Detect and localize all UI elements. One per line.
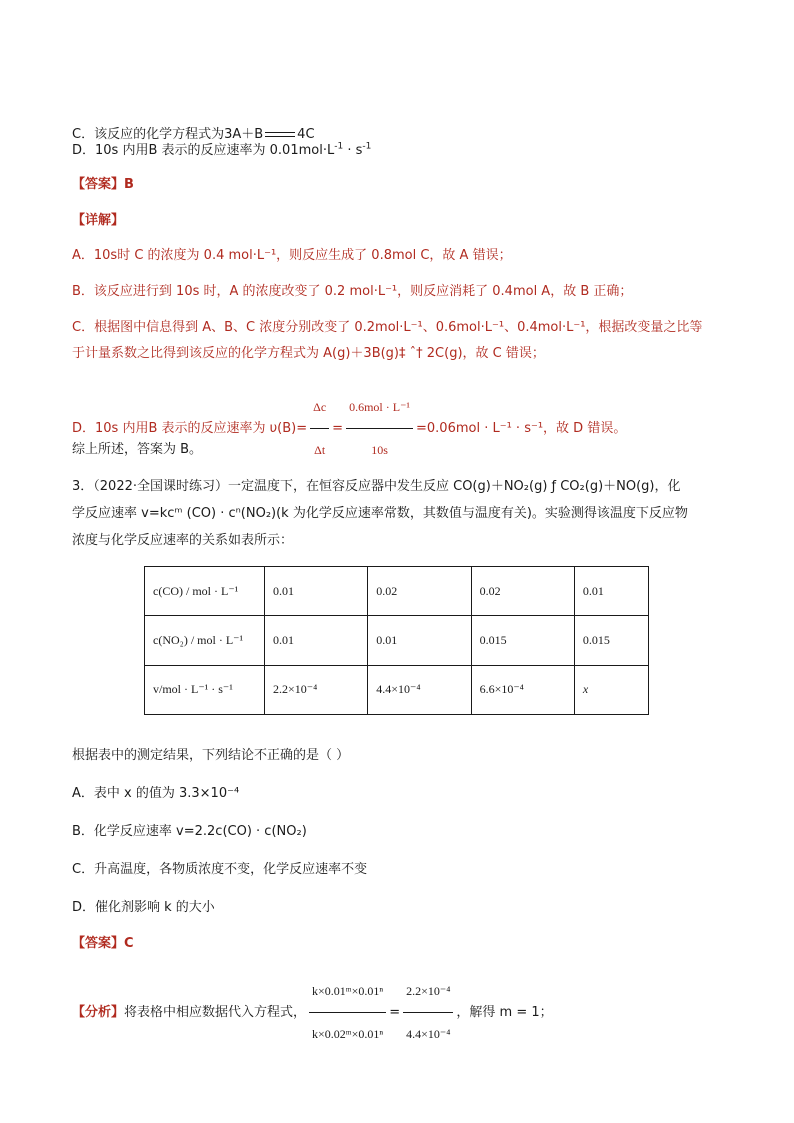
table-row: c(NO₂) / mol · L⁻¹ 0.01 0.01 0.015 0.015 — [145, 616, 649, 665]
fraction-rate: $\frac{\text{0.6mol · L⁻¹}}{10s}$ — [346, 387, 413, 470]
question-3-line2: 学反应速率 v=kcᵐ (CO) · cⁿ(NO₂)(k 为化学反应速率常数，其数值与温度有关)。实验测得该温度下反应物 — [72, 506, 688, 521]
fraction-k: $\frac{\text{k×0.01ᵐ×0.01ⁿ}}{\text{k×0.02ᵐ×0.01ⁿ}}$ — [309, 971, 386, 1054]
table-row: c(CO) / mol · L⁻¹ 0.01 0.02 0.02 0.01 — [145, 567, 649, 616]
option-b: B．化学反应速率 v=2.2c(CO) · c(NO₂) — [72, 824, 307, 839]
option-d-q3: D．催化剂影响 k 的大小 — [72, 900, 215, 915]
data-table — [144, 566, 649, 715]
question-3-line3: 浓度与化学反应速率的关系如表所示： — [72, 533, 294, 548]
summary: 综上所述，答案为 B。 — [72, 442, 203, 457]
detail-label: 【详解】 — [72, 213, 125, 228]
detail-c-line2: 于计量系数之比得到该反应的化学方程式为 A(g)＋3B(g)‡ ˆ† 2C(g)，故 C 错误； — [72, 346, 545, 361]
option-c-q3: C．升高温度，各物质浓度不变，化学反应速率不变 — [72, 862, 368, 877]
answer-1: 【答案】B — [72, 177, 134, 192]
detail-a: A．10s时 C 的浓度为 0.4 mol·L⁻¹，则反应生成了 0.8mol C，故 A 错误； — [72, 248, 512, 263]
question-3-prompt: 根据表中的测定结果，下列结论不正确的是（ ） — [72, 748, 350, 763]
detail-c-line1: C．根据图中信息得到 A、B、C 浓度分别改变了 0.2mol·L⁻¹、0.6mol·L⁻¹、0.4mol·L⁻¹，根据改变量之比等 — [72, 320, 703, 335]
detail-d: D．10s 内用B 表示的反应速率为 υ(B)= $\frac{\Delta c}{\Delta t}$ = $\frac{\text{0.6mol · L⁻¹}}{10s}$ =0.06mol · L⁻¹ · s⁻¹，故 D 错误。 — [72, 387, 626, 427]
analysis: 【分析】将表格中相应数据代入方程式， $\frac{\text{k×0.01ᵐ×0.01ⁿ}}{\text{k×0.02ᵐ×0.01ⁿ}}$ = $\frac{\text{2.2×10⁻⁴}}{\text{4.4×10⁻⁴}}$ ，解得 m = 1； — [72, 971, 553, 1011]
equilibrium-arrow-icon — [265, 131, 295, 139]
option-d: D．10s 内用B 表示的反应速率为 $0.01mol\cdot L^{-1} \cdot s^{-1}$ — [72, 141, 372, 158]
fraction-delta: $\frac{\Delta c}{\Delta t}$ — [310, 387, 329, 470]
option-c: C．该反应的化学方程式为3A＋B 4C — [72, 127, 315, 142]
detail-b: B．该反应进行到 10s 时，A 的浓度改变了 0.2 mol·L⁻¹，则反应消耗了 0.4mol A，故 B 正确； — [72, 284, 633, 299]
fraction-rate-ratio: $\frac{\text{2.2×10⁻⁴}}{\text{4.4×10⁻⁴}}$ — [403, 971, 453, 1054]
answer-2: 【答案】C — [72, 936, 134, 951]
question-3-line1: 3．（2022·全国课时练习）一定温度下，在恒容反应器中发生反应 CO(g)＋NO₂(g) ƒ CO₂(g)＋NO(g)，化 — [72, 479, 681, 494]
table-row: v/mol · L⁻¹ · s⁻¹ 2.2×10⁻⁴ 4.4×10⁻⁴ 6.6×10⁻⁴ x — [145, 665, 649, 714]
option-a: A．表中 x 的值为 3.3×10⁻⁴ — [72, 786, 240, 801]
